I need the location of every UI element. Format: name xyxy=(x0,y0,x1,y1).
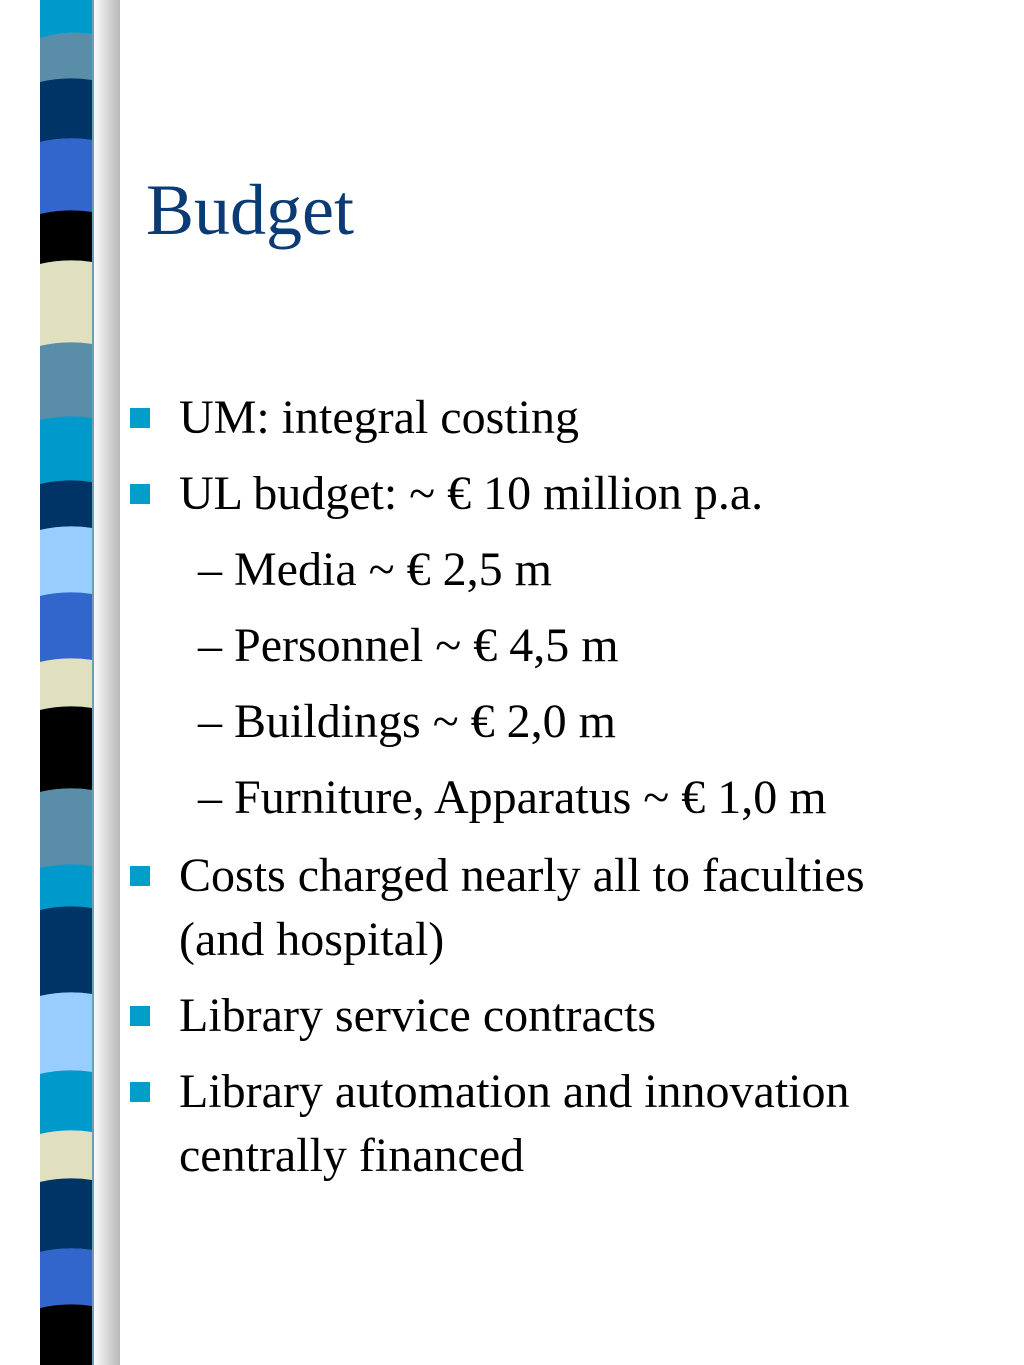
square-bullet-icon xyxy=(130,1006,150,1026)
bullet-text: Library service contracts xyxy=(179,989,657,1042)
bullet-text: UL budget: ~ € 10 million p.a. xyxy=(179,467,764,520)
sub-bullet-text: – Media ~ € 2,5 m xyxy=(198,543,552,596)
bullet-item xyxy=(0,1060,1024,1188)
sub-bullet-item xyxy=(0,766,1024,830)
sub-bullet-item xyxy=(0,614,1024,678)
sub-bullet-text: – Personnel ~ € 4,5 m xyxy=(198,619,619,672)
bullet-text: Costs charged nearly all to faculties xyxy=(179,849,865,902)
square-bullet-icon xyxy=(130,866,150,886)
sub-bullet-item xyxy=(0,538,1024,602)
bullet-item xyxy=(0,844,1024,972)
bullet-text: UM: integral costing xyxy=(179,391,579,444)
bullet-text-continuation: (and hospital) xyxy=(179,913,445,966)
square-bullet-icon xyxy=(130,484,150,504)
bullet-item xyxy=(0,984,1024,1048)
bullet-text-continuation: centrally financed xyxy=(179,1129,525,1182)
sub-bullet-text: – Buildings ~ € 2,0 m xyxy=(198,695,617,748)
bullet-item xyxy=(0,462,1024,526)
square-bullet-icon xyxy=(130,1082,150,1102)
bullet-text: Library automation and innovation xyxy=(179,1065,850,1118)
sub-bullet-text: – Furniture, Apparatus ~ € 1,0 m xyxy=(198,771,827,824)
slide-title: Budget xyxy=(146,170,354,250)
square-bullet-icon xyxy=(130,408,150,428)
sub-bullet-item xyxy=(0,690,1024,754)
bullet-item xyxy=(0,386,1024,450)
